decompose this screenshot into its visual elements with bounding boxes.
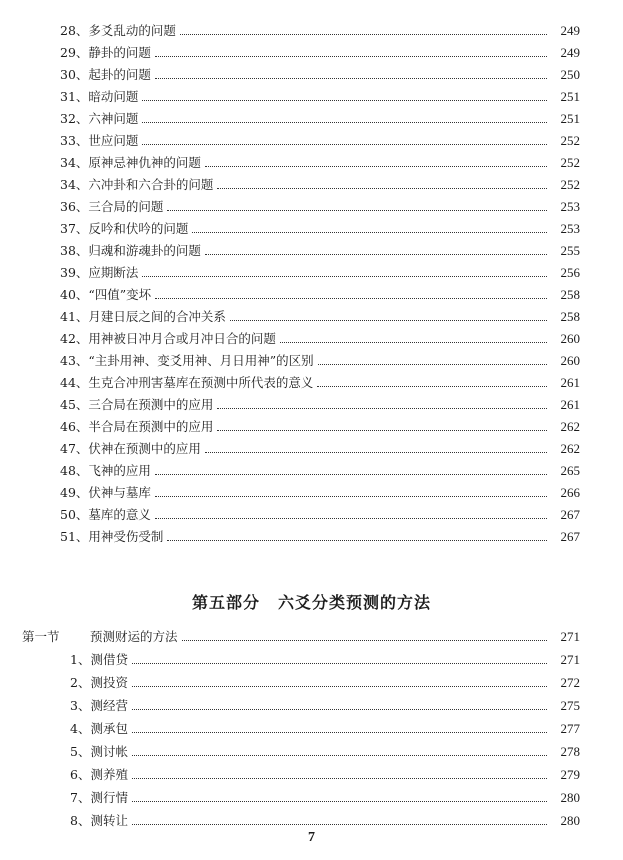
toc-entry [60, 240, 580, 258]
dot-leader [155, 298, 547, 299]
entry-label: 41、月建日辰之间的合冲关系 [60, 309, 226, 324]
part-heading [0, 590, 623, 613]
dot-leader [217, 188, 547, 189]
entry-page: 261 [560, 397, 580, 412]
entry-page: 249 [560, 23, 580, 38]
section-entry [22, 626, 580, 644]
entry-label: 31、暗动问题 [60, 89, 139, 104]
part-number: 第五部分 [191, 593, 260, 612]
toc-entry [60, 42, 580, 60]
entry-page: 252 [560, 155, 580, 170]
entry-label: 45、三合局在预测中的应用 [60, 397, 214, 412]
dot-leader [155, 78, 547, 79]
item-label: 6、测养殖 [70, 767, 128, 782]
toc-entry [60, 218, 580, 236]
entry-page: 256 [560, 265, 580, 280]
entry-page: 262 [560, 441, 580, 456]
entry-page: 258 [560, 309, 580, 324]
toc-entry [60, 262, 580, 280]
toc-item [70, 810, 580, 828]
entry-label: 51、用神受伤受制 [60, 529, 164, 544]
item-page: 279 [560, 767, 580, 782]
entry-label: 47、伏神在预测中的应用 [60, 441, 201, 456]
dot-leader [180, 34, 547, 35]
toc-entry [60, 174, 580, 192]
entry-page: 260 [560, 353, 580, 368]
entry-page: 252 [560, 133, 580, 148]
dot-leader [217, 408, 547, 409]
dot-leader [155, 496, 547, 497]
toc-entry [60, 350, 580, 368]
entry-label: 29、静卦的问题 [60, 45, 151, 60]
dot-leader [132, 663, 547, 664]
entry-label: 30、起卦的问题 [60, 67, 151, 82]
section-title: 预测财运的方法 [90, 629, 178, 644]
entry-page: 252 [560, 177, 580, 192]
entry-page: 267 [560, 529, 580, 544]
entry-page: 258 [560, 287, 580, 302]
entry-page: 267 [560, 507, 580, 522]
entry-page: 260 [560, 331, 580, 346]
entry-page: 255 [560, 243, 580, 258]
dot-leader [132, 824, 547, 825]
toc-entry [60, 20, 580, 38]
section-label [22, 629, 180, 644]
dot-leader [132, 709, 547, 710]
entry-label: 40、“四值”变坏 [60, 287, 152, 302]
section-page: 271 [560, 629, 580, 644]
section-prefix: 第一节 [22, 629, 60, 644]
item-page: 277 [560, 721, 580, 736]
entry-page: 250 [560, 67, 580, 82]
dot-leader [167, 540, 547, 541]
dot-leader [132, 732, 547, 733]
dot-leader [217, 430, 547, 431]
entry-label: 37、反吟和伏吟的问题 [60, 221, 189, 236]
toc-entry [60, 526, 580, 544]
dot-leader [230, 320, 547, 321]
part-title: 六爻分类预测的方法 [278, 593, 432, 612]
entry-label: 33、世应问题 [60, 133, 139, 148]
toc-item [70, 672, 580, 690]
toc-entry [60, 328, 580, 346]
toc-entry [60, 108, 580, 126]
entry-label: 39、应期断法 [60, 265, 139, 280]
entry-page: 253 [560, 199, 580, 214]
toc-entry [60, 416, 580, 434]
dot-leader [205, 452, 547, 453]
dot-leader [142, 122, 547, 123]
entry-page: 261 [560, 375, 580, 390]
entry-label: 34、六冲卦和六合卦的问题 [60, 177, 214, 192]
dot-leader [192, 232, 547, 233]
entry-page: 262 [560, 419, 580, 434]
entry-label: 36、三合局的问题 [60, 199, 164, 214]
toc-entry [60, 482, 580, 500]
dot-leader [318, 364, 547, 365]
dot-leader [132, 755, 547, 756]
entry-page: 251 [560, 111, 580, 126]
entry-page: 249 [560, 45, 580, 60]
dot-leader [167, 210, 547, 211]
toc-entry [60, 306, 580, 324]
entry-label: 50、墓库的意义 [60, 507, 151, 522]
dot-leader [132, 686, 547, 687]
toc-entry [60, 64, 580, 82]
toc-item [70, 741, 580, 759]
item-label: 8、测转让 [70, 813, 128, 828]
dot-leader [155, 474, 547, 475]
entry-page: 251 [560, 89, 580, 104]
item-label: 2、测投资 [70, 675, 128, 690]
item-page: 278 [560, 744, 580, 759]
dot-leader [142, 276, 547, 277]
dot-leader [182, 640, 547, 641]
toc-item [70, 718, 580, 736]
item-page: 280 [560, 790, 580, 805]
dot-leader [142, 100, 547, 101]
entry-label: 48、飞神的应用 [60, 463, 151, 478]
toc-entry [60, 130, 580, 148]
toc-entry [60, 438, 580, 456]
dot-leader [205, 166, 547, 167]
entry-label: 44、生克合冲刑害墓库在预测中所代表的意义 [60, 375, 314, 390]
toc-entry [60, 504, 580, 522]
item-label: 1、测借贷 [70, 652, 128, 667]
toc-entry [60, 86, 580, 104]
entry-label: 28、多爻乱动的问题 [60, 23, 176, 38]
dot-leader [205, 254, 547, 255]
toc-item [70, 764, 580, 782]
dot-leader [155, 56, 547, 57]
entry-label: 43、“主卦用神、变爻用神、月日用神”的区别 [60, 353, 314, 368]
toc-item [70, 649, 580, 667]
item-label: 4、测承包 [70, 721, 128, 736]
entry-page: 265 [560, 463, 580, 478]
dot-leader [317, 386, 547, 387]
toc-item [70, 695, 580, 713]
toc-entry [60, 394, 580, 412]
item-page: 272 [560, 675, 580, 690]
item-page: 275 [560, 698, 580, 713]
entry-page: 253 [560, 221, 580, 236]
item-page: 271 [560, 652, 580, 667]
entry-page: 266 [560, 485, 580, 500]
dot-leader [142, 144, 547, 145]
entry-label: 49、伏神与墓库 [60, 485, 151, 500]
dot-leader [280, 342, 547, 343]
toc-entry [60, 284, 580, 302]
entry-label: 42、用神被日冲月合或月冲日合的问题 [60, 331, 276, 346]
dot-leader [155, 518, 547, 519]
entry-label: 46、半合局在预测中的应用 [60, 419, 214, 434]
toc-item [70, 787, 580, 805]
item-label: 5、测讨帐 [70, 744, 128, 759]
entry-label: 38、归魂和游魂卦的问题 [60, 243, 201, 258]
toc-entry [60, 372, 580, 390]
dot-leader [132, 801, 547, 802]
dot-leader [132, 778, 547, 779]
toc-entry [60, 196, 580, 214]
toc-entry [60, 460, 580, 478]
item-page: 280 [560, 813, 580, 828]
item-label: 3、测经营 [70, 698, 128, 713]
page-number: 7 [308, 830, 315, 845]
item-label: 7、测行情 [70, 790, 128, 805]
entry-label: 32、六神问题 [60, 111, 139, 126]
entry-label: 34、原神忌神仇神的问题 [60, 155, 201, 170]
toc-entry [60, 152, 580, 170]
